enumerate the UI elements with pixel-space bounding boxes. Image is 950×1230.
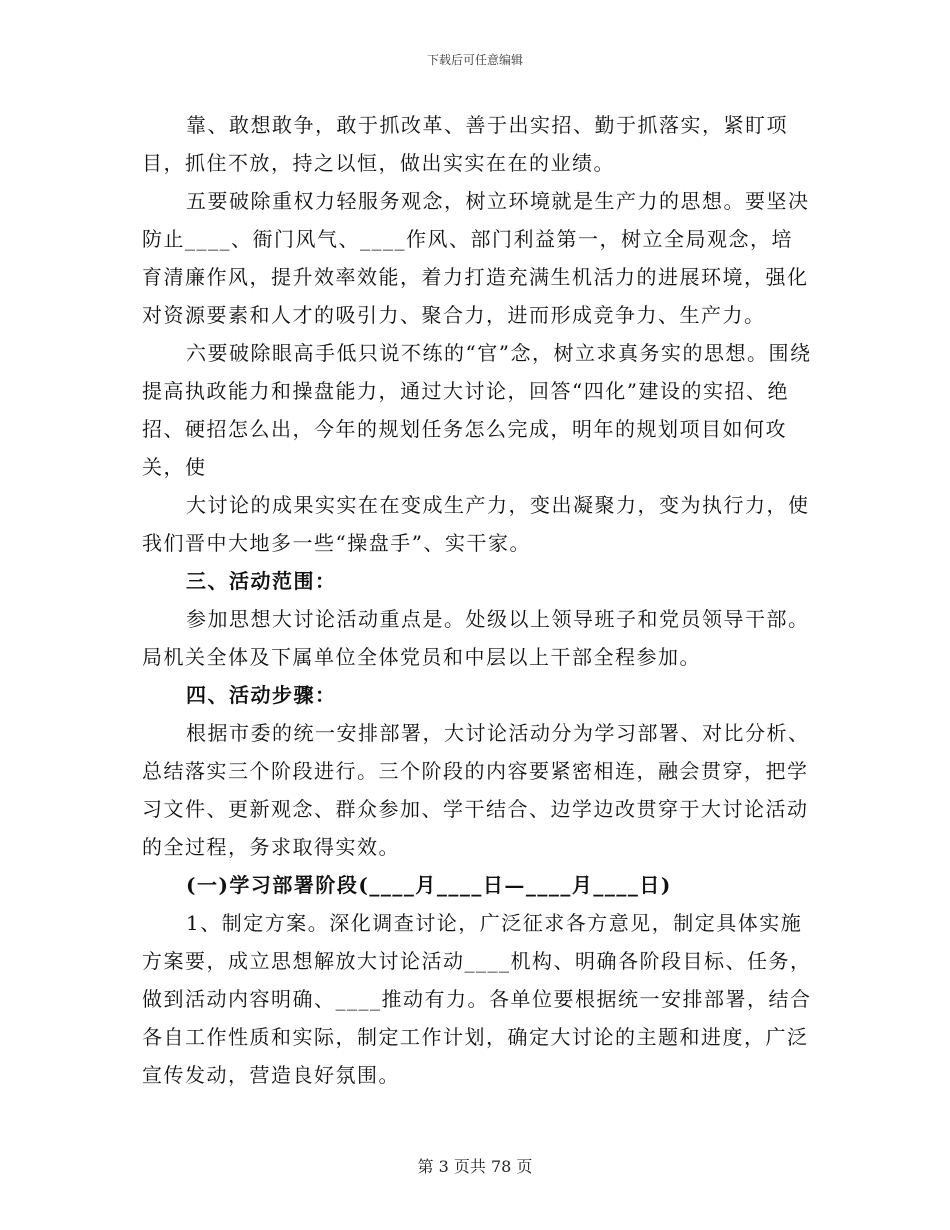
- paragraph-five: 五要破除重权力轻服务观念，树立环境就是生产力的思想。要坚决防止____、衙门风气、____作风、部门利益第一，树立全局观念，培育清廉作风，提升效率效能，着力打造充满生机活力的进展环境，强化对资源要素和人才的吸引力、聚合力，进而形成竞争力、生产力。: [142, 189, 810, 327]
- paragraph-six: 六要破除眼高手低只说不练的“官”念，树立求真务实的思想。围绕提高执政能力和操盘能力，通过大讨论，回答“四化”建设的实招、绝招、硬招怎么出，今年的规划任务怎么完成，明年的规划项目如何攻关，使: [142, 341, 812, 479]
- paragraph-continued: 靠、敢想敢争，敢于抓改革、善于出实招、勤于抓落实，紧盯项目，抓住不放，持之以恒，做出实实在在的业绩。: [142, 113, 788, 175]
- paragraph-plan: 1、制定方案。深化调查讨论，广泛征求各方意见，制定具体实施方案要，成立思想解放大讨论活动____机构、明确各阶段目标、任务，做到活动内容明确、____推动有力。各单位要根据统一安排部署，结合各自工作性质和实际，制定工作计划，确定大讨论的主题和进度，广泛宣传发动，营造良好氛围。: [142, 911, 812, 1087]
- subsection-heading-study: (一)学习部署阶段(____月____日—____月____日): [186, 873, 672, 897]
- page-header: 下载后可任意编辑: [426, 53, 523, 67]
- paragraph-six-continued: 大讨论的成果实实在在变成生产力，变出凝聚力，变为执行力，使我们晋中大地多一些“操盘手”、实干家。: [142, 493, 810, 555]
- section-heading-steps: 四、活动步骤：: [186, 683, 337, 707]
- paragraph-steps: 根据市委的统一安排部署，大讨论活动分为学习部署、对比分析、总结落实三个阶段进行。三个阶段的内容要紧密相连，融会贯穿，把学习文件、更新观念、群众参加、学干结合、边学边改贯穿于大讨论活动的全过程，务求取得实效。: [142, 721, 810, 859]
- section-heading-scope: 三、活动范围：: [186, 569, 337, 593]
- document-body: [142, 106, 814, 1094]
- paragraph-scope: 参加思想大讨论活动重点是。处级以上领导班子和党员领导干部。局机关全体及下属单位全体党员和中层以上干部全程参加。: [142, 607, 810, 669]
- page-footer: 第 3 页共 78 页: [417, 1157, 533, 1176]
